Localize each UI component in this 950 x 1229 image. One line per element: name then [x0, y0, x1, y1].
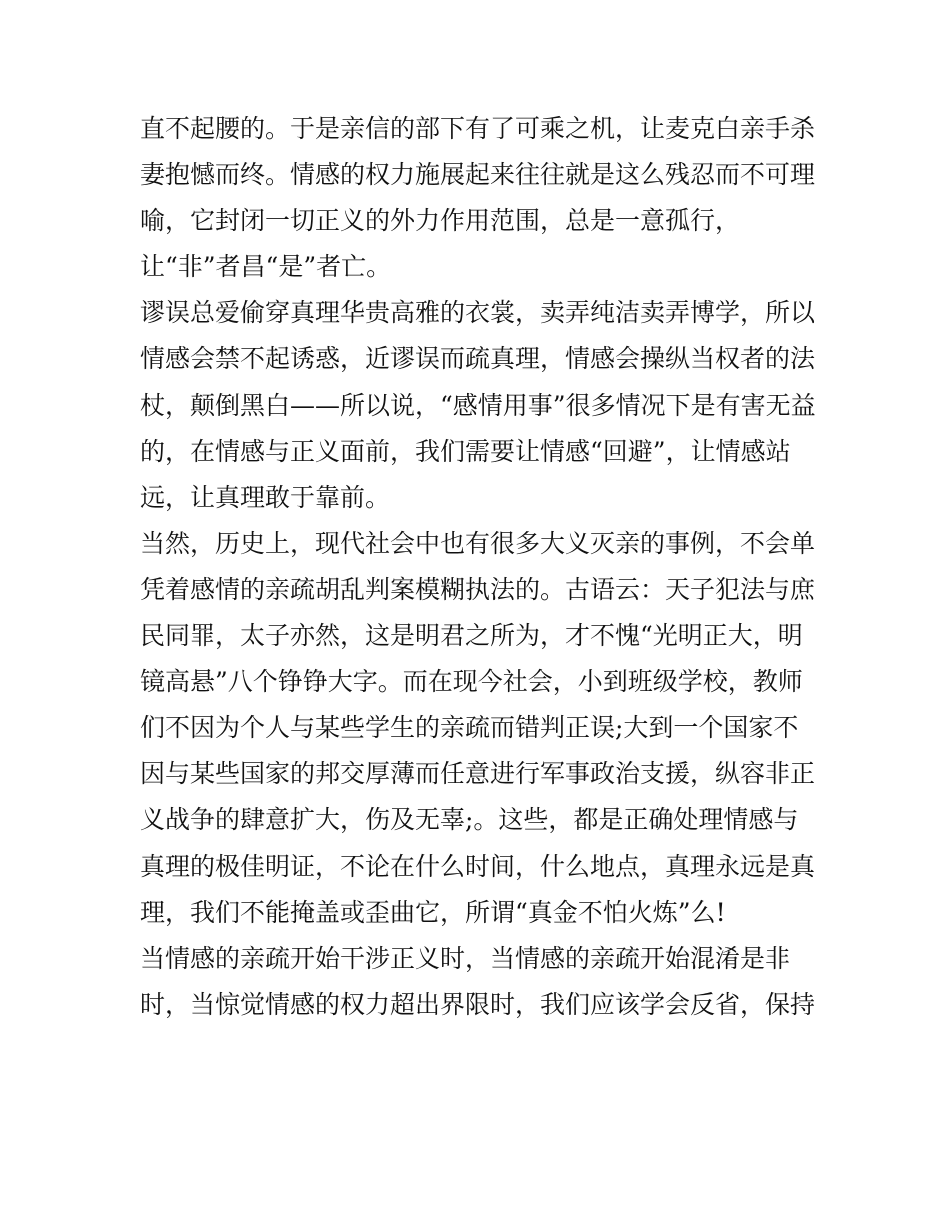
text-line: 直不起腰的。于是亲信的部下有了可乘之机，让麦克白亲手杀	[140, 114, 816, 143]
body-text	[140, 106, 830, 1028]
text-line: 凭着感情的亲疏胡乱判案模糊执法的。古语云：天子犯法与庶	[140, 574, 816, 604]
text-line: 远，让真理敢于靠前。	[140, 482, 391, 512]
text-line: 们不因为个人与某些学生的亲疏而错判正误;大到一个国家不	[140, 713, 799, 743]
text-line: 的，在情感与正义面前，我们需要让情感“回避”，让情感站	[140, 436, 791, 466]
text-line: 镜高悬”八个铮铮大字。而在现今社会，小到班级学校，教师	[140, 667, 803, 697]
text-line: 让“非”者昌“是”者亡。	[140, 252, 392, 282]
text-line: 妻抱憾而终。情感的权力施展起来往往就是这么残忍而不可理	[140, 160, 816, 190]
text-line: 理，我们不能掩盖或歪曲它，所谓“真金不怕火炼”么!	[140, 897, 726, 927]
text-line: 当然，历史上，现代社会中也有很多大义灭亲的事例，不会单	[140, 528, 816, 558]
text-line: 谬误总爱偷穿真理华贵高雅的衣裳，卖弄纯洁卖弄博学，所以	[140, 298, 816, 328]
text-line: 义战争的肆意扩大，伤及无辜;。这些，都是正确处理情感与	[140, 805, 799, 835]
text-line: 民同罪，太子亦然，这是明君之所为，才不愧“光明正大，明	[140, 621, 803, 651]
text-line: 因与某些国家的邦交厚薄而任意进行军事政治支援，纵容非正	[140, 759, 816, 789]
text-line: 喻，它封闭一切正义的外力作用范围，总是一意孤行，	[140, 206, 741, 236]
text-line: 情感会禁不起诱惑，近谬误而疏真理，情感会操纵当权者的法	[140, 344, 816, 374]
text-line: 真理的极佳明证，不论在什么时间，什么地点，真理永远是真	[140, 851, 816, 881]
text-line: 时，当惊觉情感的权力超出界限时，我们应该学会反省，保持	[140, 989, 816, 1019]
text-line: 当情感的亲疏开始干涉正义时，当情感的亲疏开始混淆是非	[140, 943, 791, 973]
text-line: 杖，颠倒黑白——所以说，“感情用事”很多情况下是有害无益	[140, 390, 816, 420]
